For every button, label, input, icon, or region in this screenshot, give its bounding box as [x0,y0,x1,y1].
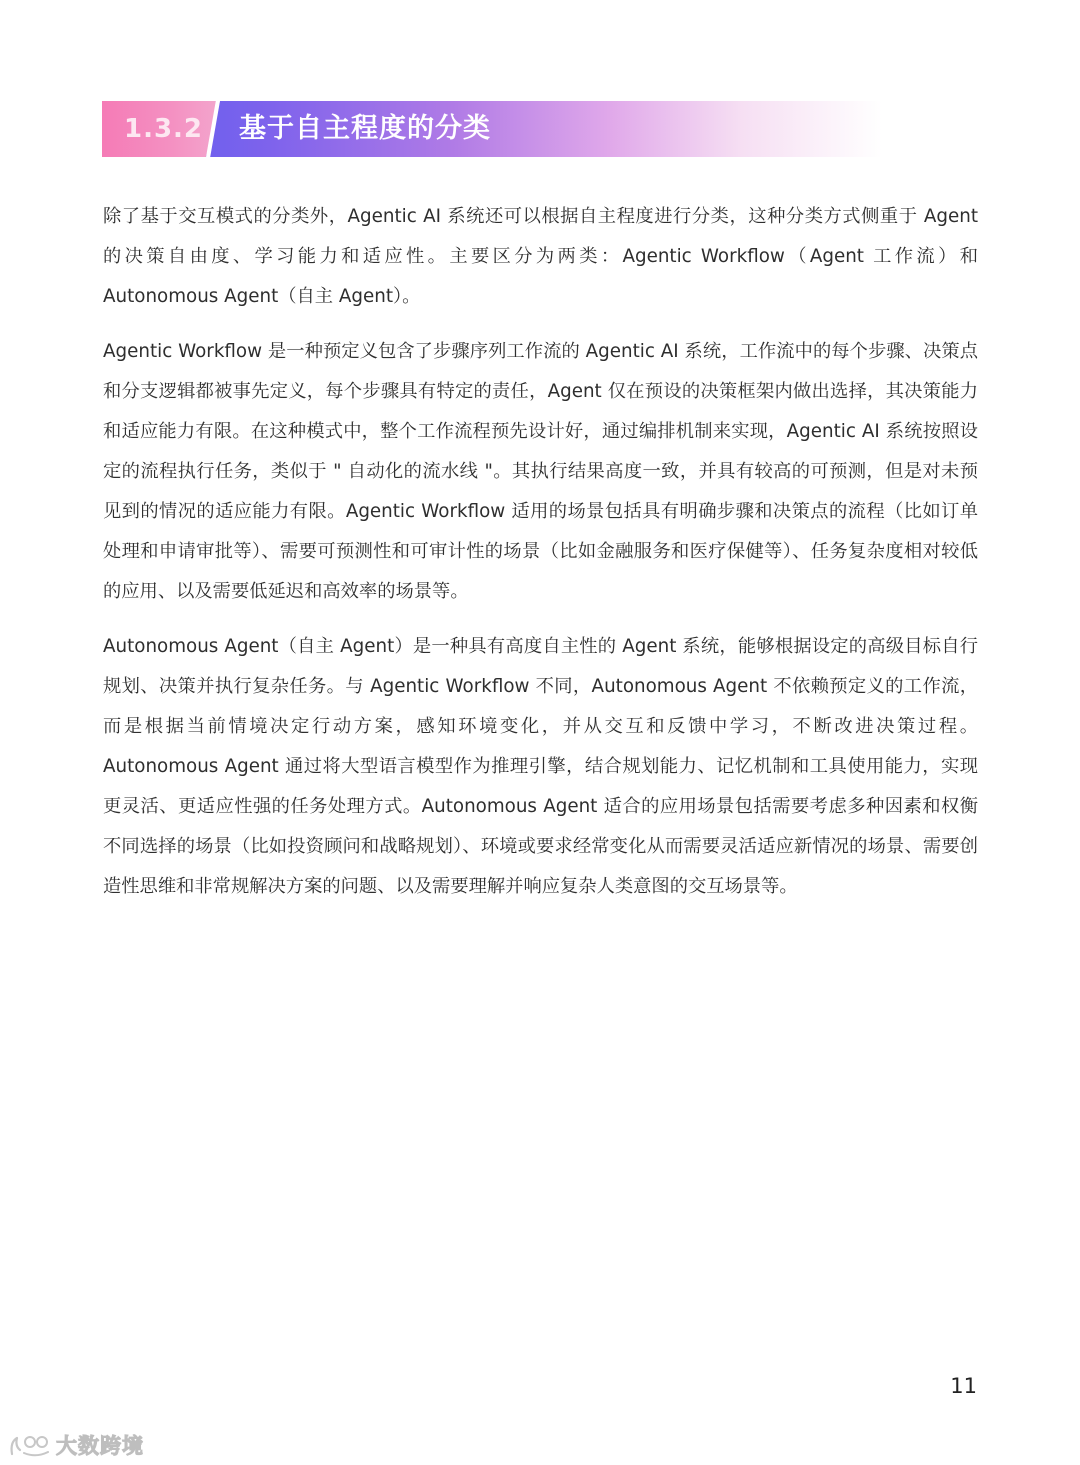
paragraph-intro: 除了基于交互模式的分类外，Agentic AI 系统还可以根据自主程度进行分类，这种分类方式侧重于 Agent 的决策自由度、学习能力和适应性。主要区分为两类：Agentic Workflow（Agent 工作流）和 Autonomous Agent（自主 Agent）。 [103,206,978,307]
page-number: 11 [950,1374,977,1398]
watermark [8,1430,144,1460]
body-text [103,197,978,922]
section-number: 1.3.2 [124,114,204,144]
section-title: 基于自主程度的分类 [239,113,491,144]
watermark-text: 大数跨境 [56,1434,144,1458]
paragraph-autonomous-agent: Autonomous Agent（自主 Agent）是一种具有高度自主性的 Agent 系统，能够根据设定的高级目标自行规划、决策并执行复杂任务。与 Agentic Workflow 不同，Autonomous Agent 不依赖预定义的工作流，而是根据当前情境决定行动方案，感知环境变化，并从交互和反馈中学习，不断改进决策过程。Autonomous Agent 通过将大型语言模型作为推理引擎，结合规划能力、记忆机制和工具使用能力，实现更灵活、更适应性强的任务处理方式。Autonomous Agent 适合的应用场景包括需要考虑多种因素和权衡不同选择的场景（比如投资顾问和战略规划）、环境或要求经常变化从而需要灵活适应新情况的场景、需要创造性思维和非常规解决方案的问题、以及需要理解并响应复杂人类意图的交互场景等。 [103,636,978,897]
watermark-logo-icon [8,1432,52,1458]
section-header-banner [102,101,882,157]
paragraph-agentic-workflow: Agentic Workflow 是一种预定义包含了步骤序列工作流的 Agentic AI 系统，工作流中的每个步骤、决策点和分支逻辑都被事先定义，每个步骤具有特定的责任，Agent 仅在预设的决策框架内做出选择，其决策能力和适应能力有限。在这种模式中，整个工作流程预先设计好，通过编排机制来实现，Agentic AI 系统按照设定的流程执行任务，类似于 " 自动化的流水线 "。其执行结果高度一致，并具有较高的可预测，但是对未预见到的情况的适应能力有限。Agentic Workflow 适用的场景包括具有明确步骤和决策点的流程（比如订单处理和申请审批等）、需要可预测性和可审计性的场景（比如金融服务和医疗保健等）、任务复杂度相对较低的应用、以及需要低延迟和高效率的场景等。 [103,341,978,602]
